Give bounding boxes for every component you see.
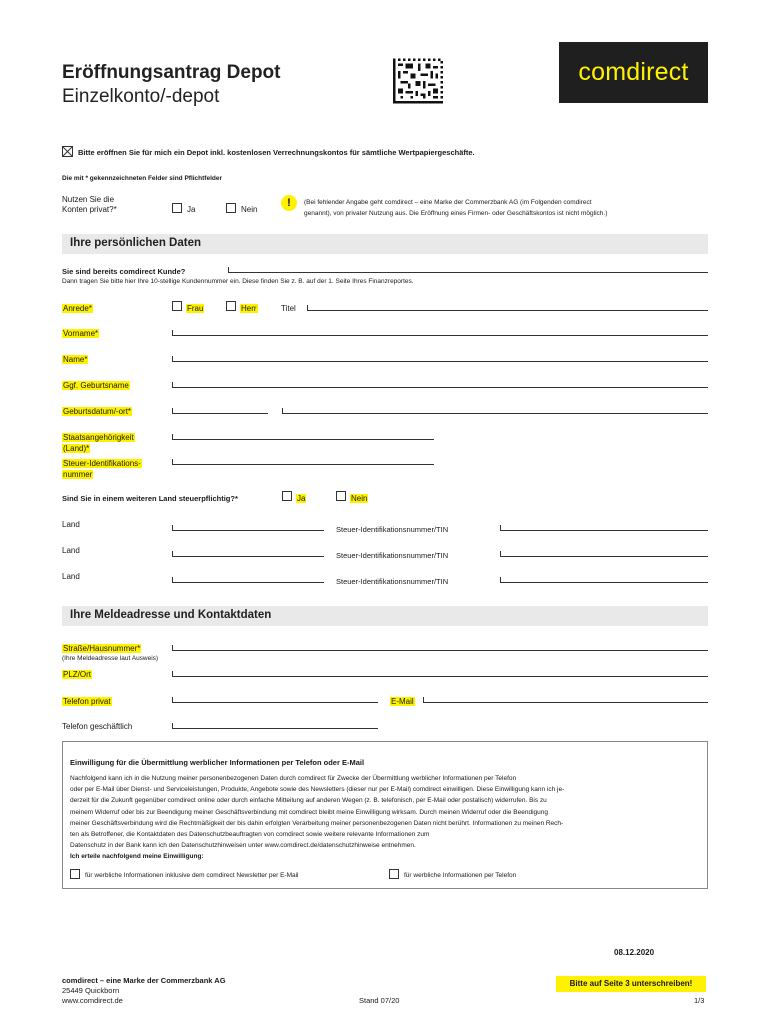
customer-question: Sie sind bereits comdirect Kunde? xyxy=(62,267,186,276)
nationality-label-2: (Land)* xyxy=(63,444,90,453)
form-date: 08.12.2020 xyxy=(614,948,655,957)
land-field-1[interactable] xyxy=(172,530,324,531)
tax-other-no-checkbox[interactable] xyxy=(336,491,346,501)
form-title: Eröffnungsantrag Depot xyxy=(62,62,281,83)
taxid-label-2: nummer xyxy=(63,470,93,479)
consent-declaration: Ich erteile nachfolgend meine Einwilligung: xyxy=(70,853,204,860)
firstname-label: Vorname* xyxy=(63,329,99,338)
firstname-field[interactable] xyxy=(172,335,708,336)
consent-email-label: für werbliche Informationen inklusive dem comdirect Newsletter per E-Mail xyxy=(85,872,299,879)
email-label: E-Mail xyxy=(391,697,414,706)
taxid-field[interactable] xyxy=(172,464,434,465)
land-label-1: Land xyxy=(62,520,80,529)
birth-label: Geburtsdatum/-ort* xyxy=(63,407,132,416)
private-use-no-label: Nein xyxy=(241,205,258,214)
footer-company: comdirect – eine Marke der Commerzbank AG xyxy=(62,976,226,985)
tin-field-3[interactable] xyxy=(500,582,708,583)
footer-city: 25449 Quickborn xyxy=(62,986,120,995)
street-hint: (Ihre Meldeadresse laut Ausweis) xyxy=(62,655,159,662)
exclamation-icon: ! xyxy=(281,195,297,211)
tin-label-2: Steuer-Identifikationsnummer/TIN xyxy=(336,551,449,560)
footer-web: www.comdirect.de xyxy=(62,996,123,1005)
taxid-label-1: Steuer-Identifikations- xyxy=(63,459,141,468)
street-field[interactable] xyxy=(172,650,708,651)
private-use-label-2: Konten privat?* xyxy=(62,205,117,214)
section-personal-heading: Ihre persönlichen Daten xyxy=(62,234,708,254)
birthname-field[interactable] xyxy=(172,387,708,388)
tax-other-question: Sind Sie in einem weiteren Land steuerpflichtig?* xyxy=(62,494,238,503)
land-label-2: Land xyxy=(62,546,80,555)
email-field[interactable] xyxy=(423,702,708,703)
consent-box xyxy=(62,741,708,889)
name-label: Name* xyxy=(63,355,88,364)
frau-checkbox[interactable] xyxy=(172,301,182,311)
birthname-label: Ggf. Geburtsname xyxy=(63,381,129,390)
name-field[interactable] xyxy=(172,361,708,362)
consent-text: Nachfolgend kann ich in die Nutzung meiner personenbezogenen Daten durch comdirect für Zwecke der Übermittlung werblicher Informationen per Telefon oder per E-Mail über Dienst- und Serviceleistungen, Produkte, Angebote sowie des Newsletters (dieser nur per E-Mail) comdirect einwilligen. Diese Einwilligung kann ich je- derzeit für die Zukunft gegenüber comdirect online oder durch einfache Mitteilung auf anderen Wegen (z. B. telefonisch, per E-Mail oder postalisch) widerrufen. Bis zu meinem Widerruf oder bis zur Beendigung meiner Geschäftsverbindung mit comdirect bleibt meine Einwilligung wirksam. Durch meinen Widerruf oder die Beendigung meiner Geschäftsverbindung wird die Rechtmäßigkeit der bis dahin erfolgten Verarbeitung meiner personenbezogenen Daten nicht berührt. Informationen zu meinen Rech- ten als Betroffener, die Kontaktdaten des Datenschutzbeauftragten von comdirect sowie weitere relevante Informationen zum Datenschutz in der Bank kann ich den Datenschutzhinweisen unter www.comdirect.de/datenschutzhinweise entnehmen. xyxy=(70,775,565,850)
plz-field[interactable] xyxy=(172,676,708,677)
consent-email-checkbox[interactable] xyxy=(70,869,80,879)
herr-label: Herr xyxy=(241,304,257,313)
private-use-no-checkbox[interactable] xyxy=(226,203,236,213)
salutation-label: Anrede* xyxy=(63,304,92,313)
tax-other-yes-checkbox[interactable] xyxy=(282,491,292,501)
datamatrix-code-icon xyxy=(393,58,443,104)
required-note: Die mit * gekennzeichneten Felder sind Pflichtfelder xyxy=(62,175,223,182)
customer-number-field[interactable] xyxy=(228,272,708,273)
customer-hint: Dann tragen Sie bitte hier Ihre 10-stellige Kundennummer ein. Diese finden Sie z. B. auf der 1. Seite Ihres Finanzreportes. xyxy=(62,278,414,285)
land-field-2[interactable] xyxy=(172,556,324,557)
titel-field[interactable] xyxy=(307,310,708,311)
tin-field-2[interactable] xyxy=(500,556,708,557)
consent-phone-checkbox[interactable] xyxy=(389,869,399,879)
consent-phone-label: für werbliche Informationen per Telefon xyxy=(404,872,517,879)
titel-label: Titel xyxy=(281,304,296,313)
warning-text-1: (Bei fehlender Angabe geht comdirect – eine Marke der Commerzbank AG (im Folgenden comdirect xyxy=(304,199,592,206)
sign-note-badge: Bitte auf Seite 3 unterschreiben! xyxy=(556,976,706,992)
frau-label: Frau xyxy=(187,304,204,313)
tax-other-yes-label: Ja xyxy=(297,494,306,503)
birthplace-field[interactable] xyxy=(282,413,708,414)
form-subtitle: Einzelkonto/-depot xyxy=(62,86,220,107)
consent-title: Einwilligung für die Übermittlung werblicher Informationen per Telefon oder E-Mail xyxy=(70,758,365,767)
phone-private-field[interactable] xyxy=(172,702,378,703)
open-request-text: Bitte eröffnen Sie für mich ein Depot inkl. kostenlosen Verrechnungskontos für sämtliche Wertpapiergeschäfte. xyxy=(78,148,475,157)
phone-business-label: Telefon geschäftlich xyxy=(62,722,133,731)
herr-checkbox[interactable] xyxy=(226,301,236,311)
tin-field-1[interactable] xyxy=(500,530,708,531)
street-label: Straße/Hausnummer* xyxy=(63,644,141,653)
tax-other-no-label: Nein xyxy=(351,494,368,503)
plz-label: PLZ/Ort xyxy=(63,670,92,679)
phone-private-label: Telefon privat xyxy=(63,697,111,706)
nationality-field[interactable] xyxy=(172,439,434,440)
nationality-label-1: Staatsangehörigkeit xyxy=(63,433,134,442)
land-label-3: Land xyxy=(62,572,80,581)
footer-stand: Stand 07/20 xyxy=(359,996,400,1005)
tin-label-3: Steuer-Identifikationsnummer/TIN xyxy=(336,577,449,586)
phone-business-field[interactable] xyxy=(172,728,378,729)
private-use-yes-label: Ja xyxy=(187,205,196,214)
birthdate-field[interactable] xyxy=(172,413,268,414)
comdirect-logo: comdirect xyxy=(559,42,708,103)
land-field-3[interactable] xyxy=(172,582,324,583)
private-use-yes-checkbox[interactable] xyxy=(172,203,182,213)
page-number: 1/3 xyxy=(694,996,705,1005)
tin-label-1: Steuer-Identifikationsnummer/TIN xyxy=(336,525,449,534)
private-use-label-1: Nutzen Sie die xyxy=(62,195,115,204)
warning-text-2: genannt), von privater Nutzung aus. Die Eröffnung eines Firmen- oder Geschäftskontos ist nicht möglich.) xyxy=(304,210,608,217)
open-request-checkbox[interactable] xyxy=(62,146,73,157)
section-address-heading: Ihre Meldeadresse und Kontaktdaten xyxy=(62,606,708,626)
